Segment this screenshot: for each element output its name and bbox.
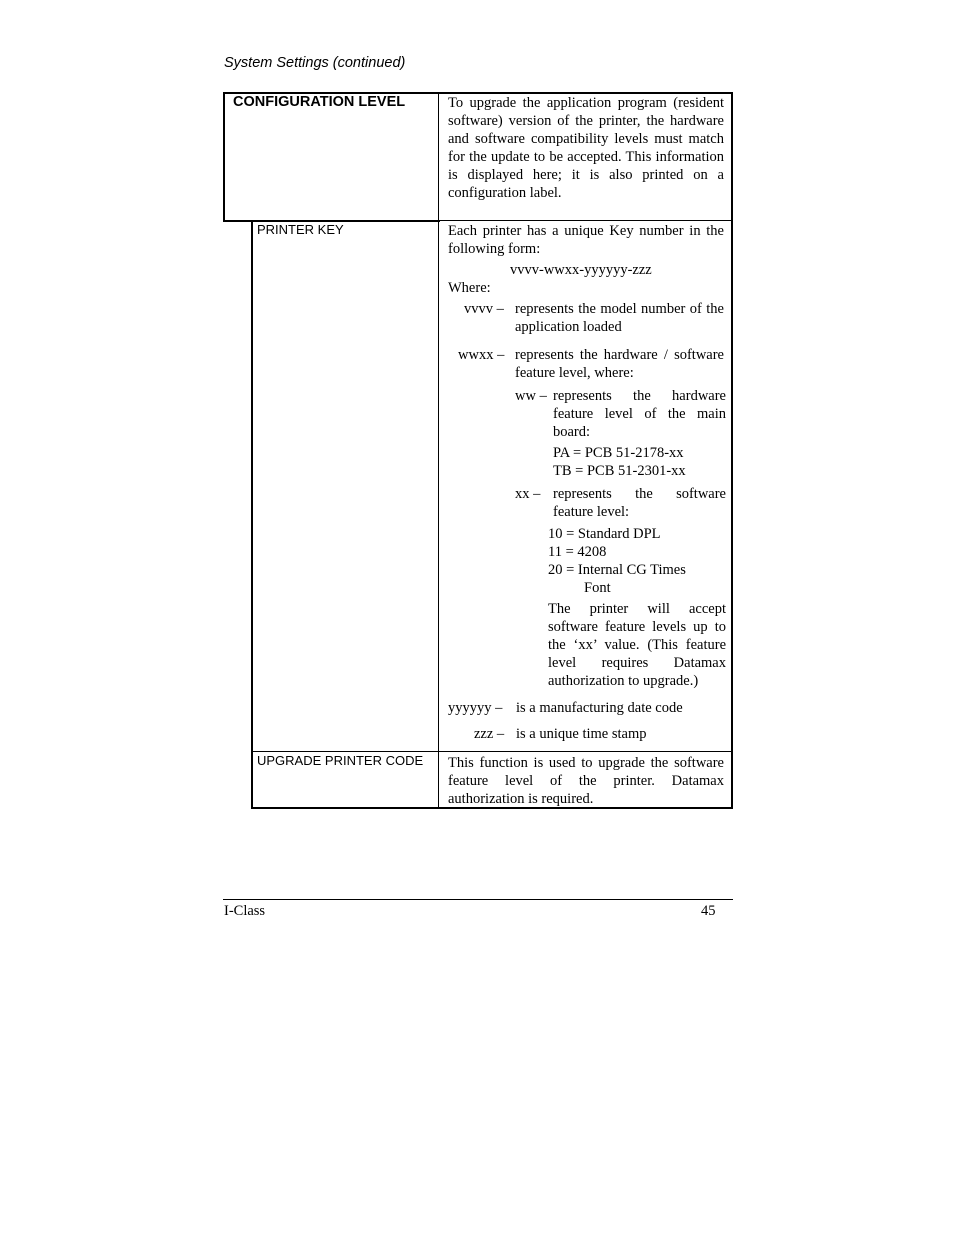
ww-item-2: TB = PCB 51-2301-xx [553, 463, 686, 479]
table-right-border [731, 92, 733, 809]
table-middle-divider [438, 92, 439, 809]
xx-note: The printer will accept software feature levels up to the ‘xx’ value. (This feature level requires Datamax authorization to upgrade.) [548, 601, 726, 689]
xx-term: xx – [515, 486, 541, 502]
page-header: System Settings (continued) [224, 55, 406, 71]
ww-description: represents the hardware feature level of the main board: [553, 388, 726, 440]
xx-item-3-continued: Font [584, 580, 611, 596]
upgrade-printer-code-label: UPGRADE PRINTER CODE [257, 753, 424, 768]
printer-key-label: PRINTER KEY [257, 222, 344, 237]
printer-key-where: Where: [448, 280, 491, 296]
yyyyyy-term: yyyyyy – [448, 700, 503, 716]
xx-item-2: 11 = 4208 [548, 544, 607, 560]
configuration-level-label: CONFIGURATION LEVEL [233, 94, 406, 110]
printer-key-format: vvvv-wwxx-yyyyyy-zzz [510, 262, 652, 278]
row1-desc-bottom-border [439, 220, 733, 221]
vvvv-term: vvvv – [464, 301, 504, 317]
footer-rule [223, 899, 733, 900]
ww-term: ww – [515, 388, 547, 404]
xx-description: represents the software feature level: [553, 486, 726, 520]
printer-key-intro: Each printer has a unique Key number in the following form: [448, 223, 724, 257]
table-left-border-nested [251, 220, 253, 809]
row3-top-border [251, 751, 733, 752]
zzz-term: zzz – [474, 726, 505, 742]
yyyyyy-description: is a manufacturing date code [516, 700, 683, 716]
footer-title: I-Class [224, 903, 266, 919]
zzz-description: is a unique time stamp [516, 726, 647, 742]
wwxx-term: wwxx – [458, 347, 505, 363]
xx-item-3: 20 = Internal CG Times [548, 562, 686, 578]
xx-item-1: 10 = Standard DPL [548, 526, 661, 542]
page-number: 45 [701, 903, 716, 919]
configuration-level-description: To upgrade the application program (resident software) version of the printer, the hardware and software compatibility levels must match for the update to be accepted. This information is displayed here; it is also printed on a configuration label. [448, 95, 724, 201]
upgrade-printer-code-description: This function is used to upgrade the software feature level of the printer. Datamax authorization is required. [448, 755, 724, 807]
vvvv-description: represents the model number of the application loaded [515, 301, 724, 335]
wwxx-description: represents the hardware / software feature level, where: [515, 347, 724, 381]
ww-item-1: PA = PCB 51-2178-xx [553, 445, 684, 461]
table-left-border-row1 [223, 92, 225, 222]
